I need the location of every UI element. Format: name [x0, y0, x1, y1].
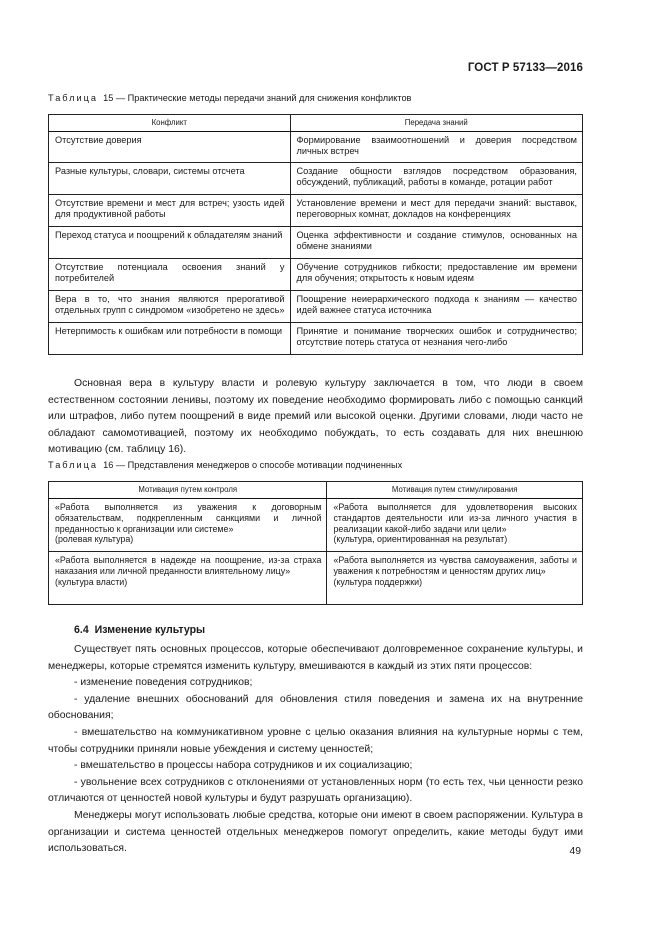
table-cell: Принятие и понимание творческих ошибок и сотрудничество; отсутствие потерь статуса от незнания чего-либо	[290, 323, 582, 355]
section-title: Изменение культуры	[94, 624, 206, 636]
table16-caption	[48, 460, 402, 470]
column-header: Передача знаний	[290, 115, 582, 132]
table-15	[48, 114, 583, 355]
table-cell: Вера в то, что знания являются прерогативой отдельных групп с синдромом «изобретено не здесь»	[49, 291, 291, 323]
list-item: - удаление внешних обоснований для обновления стиля поведения и замена их на внутренние обоснования;	[48, 693, 583, 722]
table-cell: «Работа выполняется для удовлетворения высоких стандартов деятельности или из-за личного участия в реализации какой-либо задачи или цели» (культура, ориентированная на результат)	[327, 499, 583, 552]
table16-caption-label: Таблица	[48, 460, 99, 470]
table15-caption	[48, 93, 411, 103]
table-row	[49, 132, 583, 163]
table-cell: Установление времени и мест для передачи знаний: выставок, переговорных комнат, докладов на конференциях	[290, 195, 582, 227]
table-cell: Поощрение неиерархического подхода к знаниям — качество идей важнее статуса источника	[290, 291, 582, 323]
page-number: 49	[569, 846, 581, 857]
table-cell: Отсутствие доверия	[49, 132, 291, 163]
column-header: Мотивация путем контроля	[49, 482, 327, 499]
table-cell: Разные культуры, словари, системы отсчета	[49, 163, 291, 195]
table-cell: «Работа выполняется в надежде на поощрение, из-за страха наказания или личной преданности влиятельному лицу» (культура власти)	[49, 552, 327, 605]
table-row	[49, 499, 583, 552]
list-item: - вмешательство в процессы набора сотрудников и их социализацию;	[74, 760, 413, 772]
list-item: - увольнение всех сотрудников с отклонениями от установленных норм (то есть тех, чьи ценности резко отличаются от ценностей новой культуры и будут разрушать организацию).	[48, 776, 583, 805]
table-cell: Отсутствие времени и мест для встреч; узость идей для продуктивной работы	[49, 195, 291, 227]
table-row	[49, 552, 583, 605]
table-row	[49, 227, 583, 259]
table-cell: Оценка эффективности и создание стимулов, основанных на обмене знаниями	[290, 227, 582, 259]
section-number: 6.4	[74, 624, 89, 636]
table-row	[49, 195, 583, 227]
table-cell: Отсутствие потенциала освоения знаний у потребителей	[49, 259, 291, 291]
table-cell: Обучение сотрудников гибкости; предоставление им времени для обучения; открытость к новым идеям	[290, 259, 582, 291]
list-item: - вмешательство на коммуникативном уровне с целью оказания влияния на культурные нормы с тем, чтобы сотрудники приняли новые убеждения и систему ценностей;	[48, 726, 583, 755]
table16-caption-text: 16 — Представления менеджеров о способе мотивации подчиненных	[103, 460, 403, 470]
table-header-row	[49, 115, 583, 132]
table-cell: Переход статуса и поощрений к обладателям знаний	[49, 227, 291, 259]
table-header-row	[49, 482, 583, 499]
body-paragraph: Менеджеры могут использовать любые средства, которые они имеют в своем распоряжении. Культура в организации и система ценностей отдельных менеджеров помогут определить, какие методы будут ими использоваться.	[48, 809, 583, 855]
column-header: Конфликт	[49, 115, 291, 132]
table-row	[49, 291, 583, 323]
table-cell: Формирование взаимоотношений и доверия посредством личных встреч	[290, 132, 582, 163]
table15-caption-label: Таблица	[48, 93, 99, 103]
table15-caption-text: 15 — Практические методы передачи знаний для снижения конфликтов	[103, 93, 412, 103]
body-paragraph: Основная вера в культуру власти и ролевую культуру заключается в том, что люди в своем естественном состоянии ленивы, поэтому их поведение необходимо формировать либо с помощью санкций или штрафов, либо путем поощрений в виде премий или высокой оценки. Другими словами, люди часто не обладают самомотивацией, поэтому их необходимо побуждать, то есть создавать для них внешнюю мотивацию (см. таблицу 16).	[48, 378, 583, 456]
table-cell: «Работа выполняется из уважения к договорным обязательствам, подкрепленным санкциями и личной преданностью к организации или системе» (ролевая культура)	[49, 499, 327, 552]
table-cell: Создание общности взглядов посредством образования, обсуждений, публикаций, работы в команде, ротации работ	[290, 163, 582, 195]
table-row	[49, 323, 583, 355]
body-paragraph: Существует пять основных процессов, которые обеспечивают долговременное сохранение культуры, и менеджеры, которые стремятся изменить культуру, вмешиваются в каждый из этих пяти процессов:	[48, 644, 583, 672]
column-header: Мотивация путем стимулирования	[327, 482, 583, 499]
body-text	[48, 642, 583, 858]
table-cell: «Работа выполняется из чувства самоуважения, заботы и уважения к потребностям и ценностям других лиц» (культура поддержки)	[327, 552, 583, 605]
table-16	[48, 481, 583, 605]
table-row	[49, 163, 583, 195]
table-row	[49, 259, 583, 291]
table-cell: Нетерпимость к ошибкам или потребности в помощи	[49, 323, 291, 355]
list-item: - изменение поведения сотрудников;	[74, 677, 253, 689]
standard-number: ГОСТ Р 57133—2016	[467, 62, 583, 74]
section-heading	[74, 624, 205, 636]
